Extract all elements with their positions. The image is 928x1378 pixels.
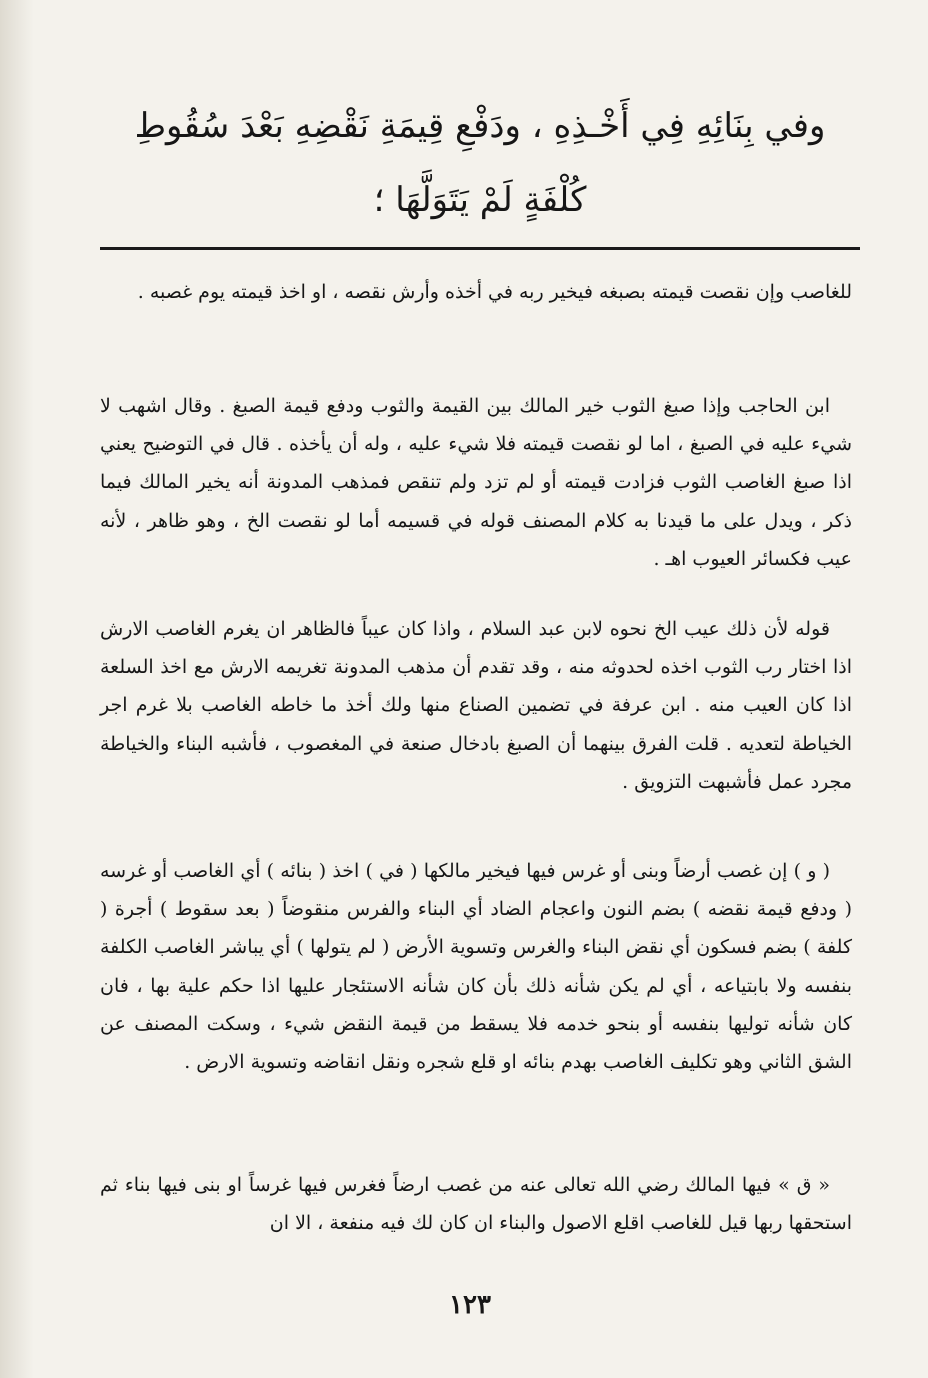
divider-rule bbox=[100, 247, 860, 250]
paragraph-2: ابن الحاجب وإذا صبغ الثوب خير المالك بين القيمة والثوب ودفع قيمة الصبغ . وقال اشهب لا شيء عليه في الصبغ ، اما لو نقصت قيمته فلا شيء عليه ، وله أن يأخذه . قال في التوضيح يعني اذا صبغ الغاصب الثوب فزادت قيمته أو لم تزد ولم تنقص فمذهب المدونة أنه يخير المالك فيما ذكر ، ويدل على ما قيدنا به كلام المصنف قوله في قسيمه أما لو نقصت الخ ، وهو ظاهر ، لأنه عيب فكسائر العيوب اهـ . bbox=[100, 395, 852, 570]
verse-line-1: وفي بِنَائِهِ فِي أَخْـذِهِ ، ودَفْعِ قِيمَةِ نَقْضِهِ بَعْدَ سُقُوطِ bbox=[134, 106, 826, 146]
paragraph-5: « ق » فيها المالك رضي الله تعالى عنه من غصب ارضاً فغرس فيها غرساً او بنى فيها بناء ثم استحقها ربها قيل للغاصب اقلع الاصول والبناء ان كان لك فيه منفعة ، الا ان bbox=[100, 1174, 852, 1235]
verse-line-2: كُلْفَةٍ لَمْ يَتَوَلَّهَا ؛ bbox=[373, 180, 587, 220]
page-number: ١٢٣ bbox=[449, 1290, 491, 1320]
scan-shadow bbox=[0, 0, 34, 1378]
paragraph-3: قوله لأن ذلك عيب الخ نحوه لابن عبد السلام ، واذا كان عيباً فالظاهر ان يغرم الغاصب الارش اذا اختار رب الثوب اخذه لحدوثه منه ، وقد تقدم أن مذهب المدونة تغريمه الارش مع اخذ السلعة اذا كان العيب منه . ابن عرفة في تضمين الصناع منها ولك أخذ ما خاطه الغاصب بلا غرم اجر الخياطة لتعديه . قلت الفرق بينهما أن الصبغ بادخال صنعة في المغصوب ، فأشبه البناء والخياطة مجرد عمل فأشبهت التزويق . bbox=[100, 618, 852, 793]
paragraph-4: ( و ) إن غصب أرضاً وبنى أو غرس فيها فيخير مالكها ( في ) اخذ ( بنائه ) أي الغاصب أو غرسه ( ودفع قيمة نقضه ) بضم النون واعجام الضاد أي البناء والفرس منقوضاً ( بعد سقوط ) أجرة ( كلفة ) بضم فسكون أي نقض البناء والغرس وتسوية الأرض ( لم يتولها ) أي يباشر الغاصب الكلفة بنفسه ولا بابتياعه ، أي لم يكن شأنه ذلك بأن كان شأنه الاستئجار عليها اذا حكم علية بها ، فان كان شأنه توليها بنفسه أو بنحو خدمه فلا يسقط من قيمة النقض شيء ، وسكت المصنف عن الشق الثاني وهو تكليف الغاصب بهدم بنائه او قلع شجره ونقل انقاضه وتسوية الارض . bbox=[100, 860, 852, 1074]
paragraph-1: للغاصب وإن نقصت قيمته بصبغه فيخير ربه في أخذه وأرش نقصه ، او اخذ قيمته يوم غصبه . bbox=[137, 281, 852, 303]
